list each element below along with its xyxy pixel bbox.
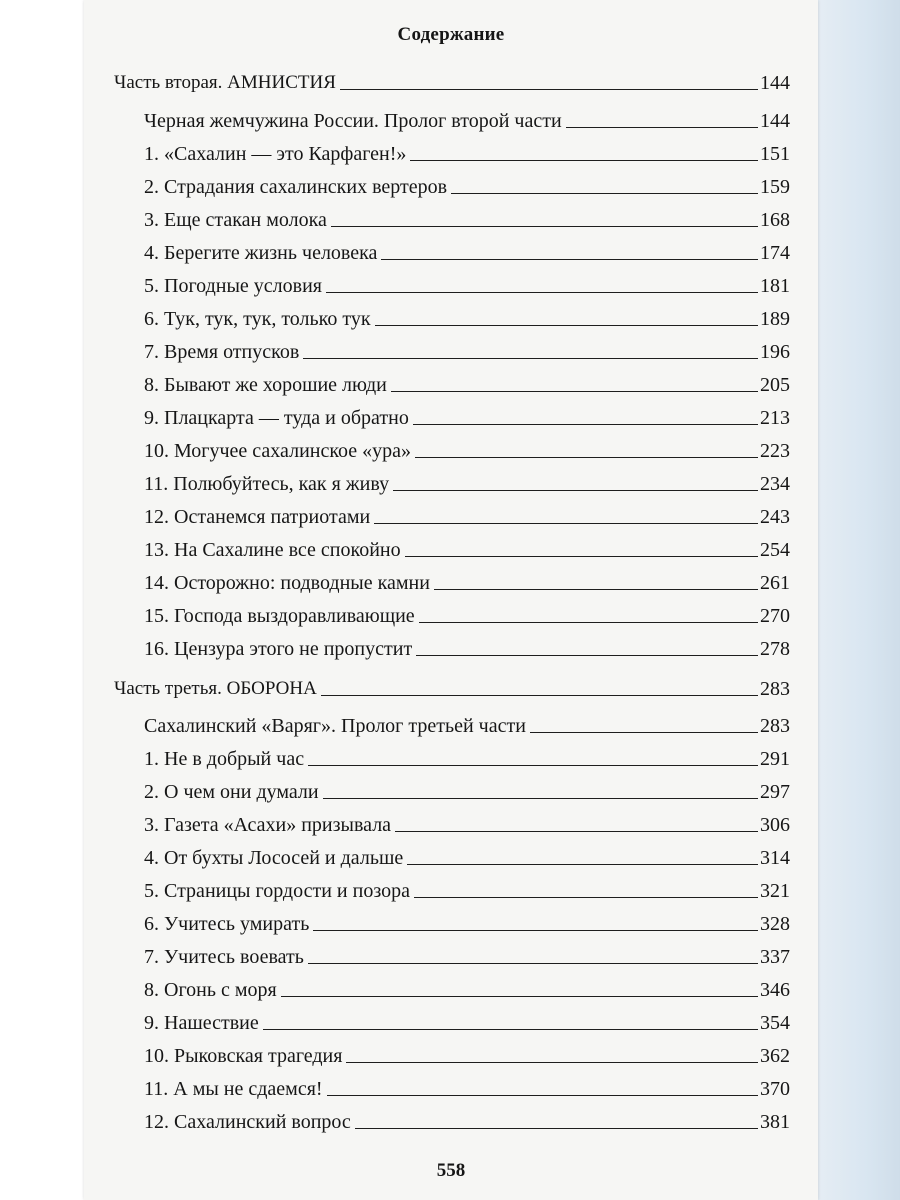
toc-page-number: 283 [760,678,790,700]
toc-entry[interactable] [144,938,790,968]
toc-entry-title: 2. Страдания сахалинских вертеров [144,176,448,198]
dot-leader [415,457,758,458]
toc-page-number: 291 [760,748,790,770]
toc-entry-title: 9. Плацкарта — туда и обратно [144,407,409,429]
toc-entry[interactable] [144,366,790,396]
toc-entry-title: 11. А мы не сдаемся! [144,1078,323,1100]
toc-entry-title: 12. Останемся патриотами [144,506,371,528]
dot-leader [331,226,758,227]
dot-leader [327,1095,758,1096]
toc-entry-title: 14. Осторожно: подводные камни [144,572,430,594]
dot-leader [313,930,758,931]
toc-entry[interactable] [144,740,790,770]
toc-entry-title: 2. О чем они думали [144,781,319,803]
toc-entry-title: 10. Рыковская трагедия [144,1045,343,1067]
toc-page-number: 346 [760,979,790,1001]
dot-leader [391,391,758,392]
toc-page-number: 159 [760,176,790,198]
dot-leader [375,325,758,326]
toc-page-number: 151 [760,143,790,165]
toc-page-number: 283 [760,715,790,737]
toc-entry-title: 6. Учитесь умирать [144,913,310,935]
toc-part-title: Часть вторая. АМНИСТИЯ [114,72,336,93]
toc-page-number: 234 [760,473,790,495]
toc-entry-title: 7. Время отпусков [144,341,300,363]
toc-page-number: 328 [760,913,790,935]
toc-entry[interactable] [144,300,790,330]
toc-page-number: 243 [760,506,790,528]
toc-entry[interactable] [144,201,790,231]
toc-entry[interactable] [144,971,790,1001]
toc-page-number: 254 [760,539,790,561]
toc-page-number: 144 [760,72,790,94]
dot-leader [451,193,758,194]
dot-leader [308,765,758,766]
dot-leader [281,996,758,997]
dot-leader [393,490,758,491]
toc-entry[interactable] [144,773,790,803]
toc-entry-title: 8. Бывают же хорошие люди [144,374,387,396]
toc-entry[interactable] [144,1103,790,1133]
toc-entry[interactable] [144,168,790,198]
toc-entry-title: 5. Погодные условия [144,275,322,297]
dot-leader [374,523,758,524]
toc-entry-title: 4. Берегите жизнь человека [144,242,378,264]
toc-entry[interactable] [144,1070,790,1100]
toc-page-number: 314 [760,847,790,869]
book-page [84,0,818,1200]
dot-leader [413,424,758,425]
contents-heading: Содержание [397,24,505,45]
toc-entry-title: Сахалинский «Варяг». Пролог третьей части [144,715,526,737]
dot-leader [355,1128,758,1129]
toc-entry-title: 3. Еще стакан молока [144,209,327,231]
page-number-folio: 558 [436,1160,466,1181]
dot-leader [405,556,758,557]
dot-leader [308,963,758,964]
toc-page-number: 354 [760,1012,790,1034]
toc-page-number: 168 [760,209,790,231]
toc-entry[interactable] [144,333,790,363]
toc-entry-title: 10. Могучее сахалинское «ура» [144,440,412,462]
toc-entry[interactable] [144,905,790,935]
toc-entry[interactable] [144,1004,790,1034]
dot-leader [407,864,758,865]
toc-page-number: 362 [760,1045,790,1067]
dot-leader [303,358,758,359]
toc-entry[interactable] [144,399,790,429]
dot-leader [346,1062,758,1063]
toc-page-number: 370 [760,1078,790,1100]
toc-entry[interactable] [144,234,790,264]
toc-page-number: 306 [760,814,790,836]
toc-part-two[interactable] [114,64,790,94]
dot-leader [410,160,758,161]
toc-page-number: 181 [760,275,790,297]
toc-entry-title: 13. На Сахалине все спокойно [144,539,401,561]
toc-entry-title: 7. Учитесь воевать [144,946,304,968]
dot-leader [416,655,758,656]
toc-entry[interactable] [144,498,790,528]
toc-entry[interactable] [144,267,790,297]
dot-leader [321,695,758,696]
dot-leader [566,127,758,128]
toc-part-title: Часть третья. ОБОРОНА [114,678,317,699]
book-fore-edge [814,0,900,1200]
dot-leader [340,89,758,90]
toc-entry-title: 5. Страницы гордости и позора [144,880,410,902]
dot-leader [395,831,758,832]
toc-page-number: 196 [760,341,790,363]
toc-entry-title: 3. Газета «Асахи» призывала [144,814,392,836]
toc-entry[interactable] [144,135,790,165]
toc-entry[interactable] [144,872,790,902]
toc-entry[interactable] [144,432,790,462]
toc-page-number: 174 [760,242,790,264]
toc-page-number: 381 [760,1111,790,1133]
dot-leader [381,259,758,260]
dot-leader [434,589,758,590]
toc-entry[interactable] [144,1037,790,1067]
toc-entry-title: 6. Тук, тук, тук, только тук [144,308,371,330]
toc-entry-title: 8. Огонь с моря [144,979,277,1001]
toc-entry[interactable] [144,707,790,737]
toc-page-number: 337 [760,946,790,968]
toc-entry[interactable] [144,102,790,132]
toc-page-number: 213 [760,407,790,429]
dot-leader [263,1029,758,1030]
toc-entry-title: 9. Нашествие [144,1012,259,1034]
toc-entry-title: 12. Сахалинский вопрос [144,1111,351,1133]
toc-page-number: 278 [760,638,790,660]
toc-entry-title: Черная жемчужина России. Пролог второй части [144,110,562,132]
dot-leader [419,622,758,623]
dot-leader [530,732,758,733]
toc-page-number: 261 [760,572,790,594]
toc-entry-title: 16. Цензура этого не пропустит [144,638,413,660]
toc-entry-title: 1. Не в добрый час [144,748,305,770]
toc-entry[interactable] [144,465,790,495]
toc-page-number: 223 [760,440,790,462]
toc-entry[interactable] [144,839,790,869]
toc-entry[interactable] [144,564,790,594]
toc-page-number: 321 [760,880,790,902]
dot-leader [326,292,758,293]
toc-page-number: 297 [760,781,790,803]
toc-entry[interactable] [144,806,790,836]
toc-part-three[interactable] [114,670,790,700]
toc-page-number: 144 [760,110,790,132]
toc-entry-title: 4. От бухты Лососей и дальше [144,847,404,869]
dot-leader [414,897,758,898]
dot-leader [323,798,758,799]
toc-entry-title: 15. Господа выздоравливающие [144,605,415,627]
toc-page-number: 205 [760,374,790,396]
toc-entry[interactable] [144,630,790,660]
toc-entry-title: 1. «Сахалин — это Карфаген!» [144,143,407,165]
toc-entry-title: 11. Полюбуйтесь, как я живу [144,473,390,495]
toc-entry[interactable] [144,597,790,627]
toc-page-number: 270 [760,605,790,627]
toc-page-number: 189 [760,308,790,330]
toc-entry[interactable] [144,531,790,561]
